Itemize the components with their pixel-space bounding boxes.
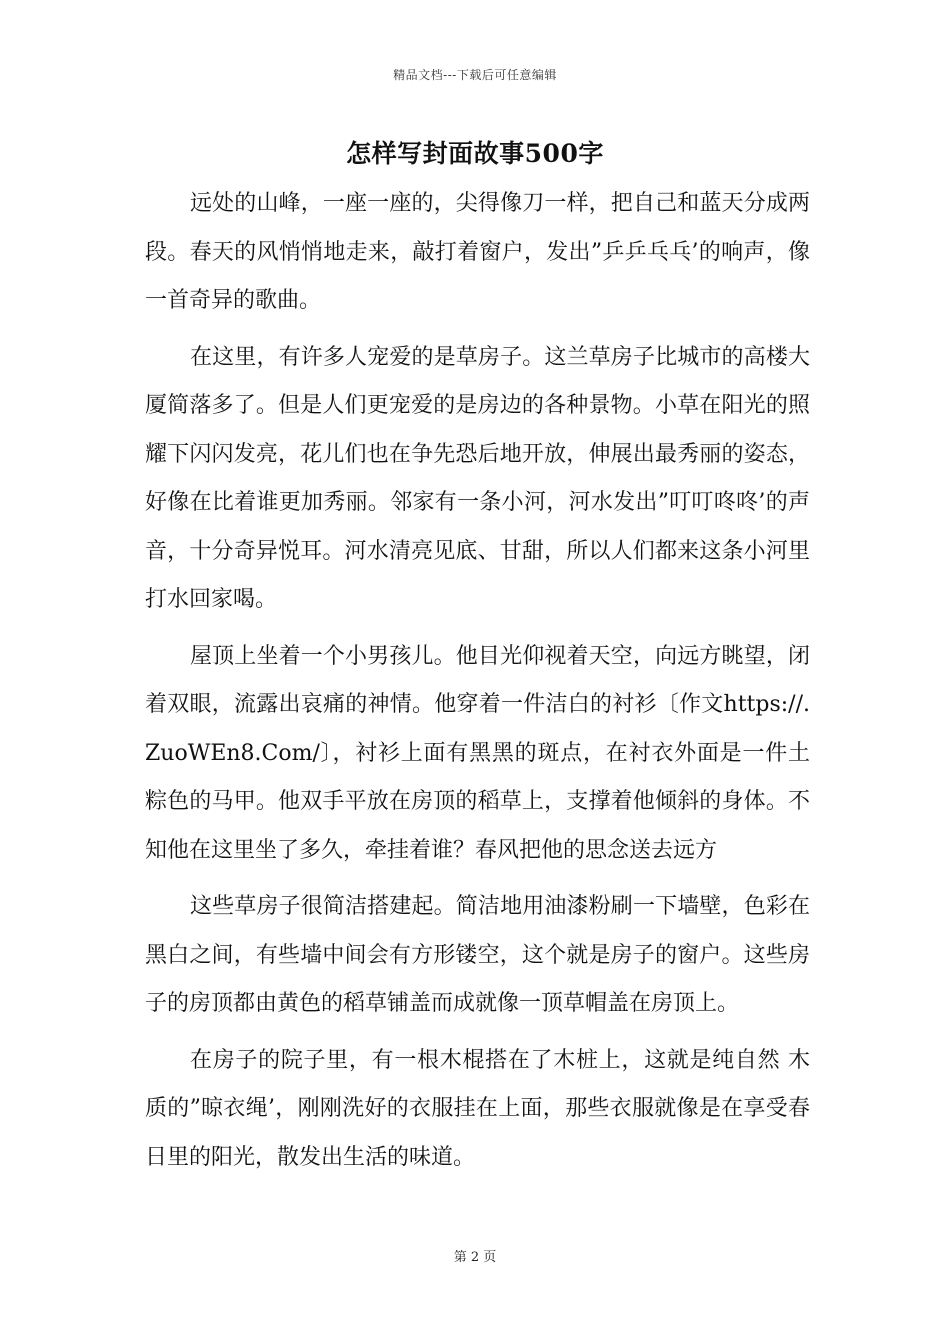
page-title: 怎样写封面故事500字 [346,139,604,168]
paragraph: 屋顶上坐着一个小男孩儿。他目光仰视着天空，向远方眺望，闭着双眼，流露出哀痛的神情。他穿着一件洁白的衬衫〔作文https://.ZuoWEn8.Com/〕，衬衫上面有黑黑的斑点，在衬衣外面是一件土粽色的马甲。他双手平放在房顶的稻草上，支撑着他倾斜的身体。不知他在这里坐了多久，牵挂着谁？春风把他的思念送去远方 [145,643,810,863]
document-body [145,180,810,1190]
header-note: 精品文档---下载后可任意编辑 [393,68,557,82]
paragraph: 远处的山峰，一座一座的，尖得像刀一样，把自己和蓝天分成两段。春天的风悄悄地走来，敲打着窗户，发出”乒乒乓乓’的响声，像一首奇异的歌曲。 [145,191,810,313]
paragraph: 在这里，有许多人宠爱的是草房子。这兰草房子比城市的高楼大厦简落多了。但是人们更宠爱的是房边的各种景物。小草在阳光的照耀下闪闪发亮，花儿们也在争先恐后地开放，伸展出最秀丽的姿态，好像在比着谁更加秀丽。邻家有一条小河，河水发出”叮叮咚咚’的声音，十分奇异悦耳。河水清亮见底、甘甜，所以人们都来这条小河里打水回家喝。 [145,344,810,612]
paragraph: 在房子的院子里，有一根木棍搭在了木桩上，这就是纯自然 木质的”晾衣绳’，刚刚洗好的衣服挂在上面，那些衣服就像是在享受春日里的阳光，散发出生活的味道。 [145,1047,810,1170]
paragraph: 这些草房子很简洁搭建起。简洁地用油漆粉刷一下墙壁，色彩在黑白之间，有些墙中间会有方形镂空，这个就是房子的窗户。这些房子的房顶都由黄色的稻草铺盖而成就像一顶草帽盖在房顶上。 [145,894,810,1016]
page-number: 第 2 页 [453,1250,497,1265]
